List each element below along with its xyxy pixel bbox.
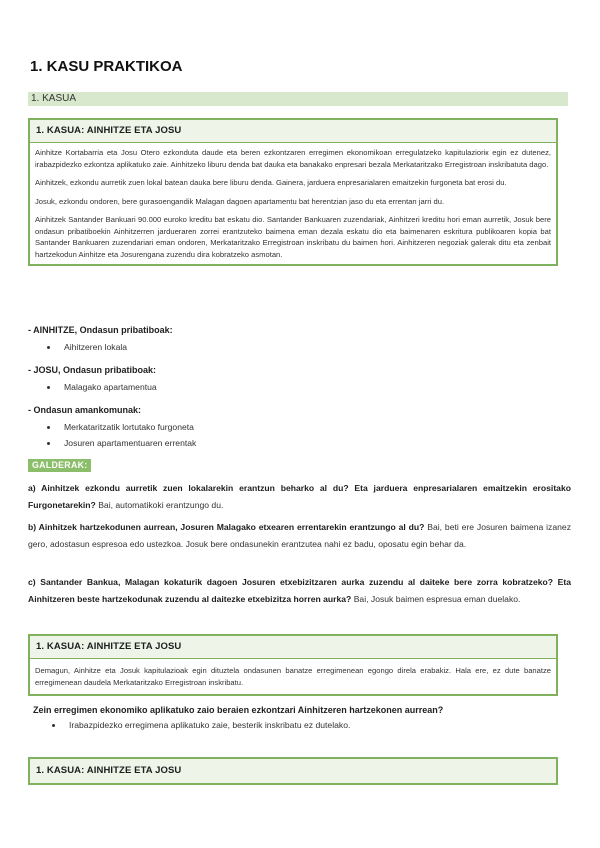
answer-text: Bai, automatikoki erantzungo du. (95, 500, 224, 510)
question-a (28, 480, 571, 514)
case-box-3 (28, 757, 558, 785)
asset-group-common (28, 404, 572, 451)
list-item: Malagako apartamentua (28, 379, 572, 395)
question-2-block (33, 704, 571, 733)
list-item: Josuren apartamentuaren errentak (28, 435, 572, 451)
list-item: Aihitzeren lokala (28, 339, 572, 355)
question-text: a) Ainhitzek ezkondu aurretik zuen lokalarekin erantzun beharko al du? Eta jarduera enpresarialaren emaitzekin erositako Furgonetarekin? (28, 483, 571, 510)
case-paragraph: Ainhitzek, ezkondu aurretik zuen lokal batean dauka bere liburu denda. Gainera, jarduera enpresarialaren emaitzekin furgoneta bat erosi du. (35, 178, 507, 187)
list-item: Irabazpidezko erregimena aplikatuko zaie, besterik inskribatu ez dutelako. (33, 717, 571, 733)
asset-group-ainhitze (28, 324, 572, 355)
questions-badge: GALDERAK: (28, 459, 91, 472)
case-paragraph: Josuk, ezkondu ondoren, bere gurasoengandik Malagan dagoen apartamentu bat herentzian jaso du eta errentan jarri du. (35, 196, 445, 206)
question-text: c) Santander Bankua, Malagan kokaturik dagoen Josuren etxebizitzaren aurka zuzendu al daiteke bere zorra kobratzeko? Eta Ainhitzeren beste hartzekodunak zuzendu al daitezke etxebizitza horren aurka? (28, 577, 571, 604)
case-box-1 (28, 118, 558, 266)
case-box-title: 1. KASUA: AINHITZE ETA JOSU (30, 636, 556, 659)
case-box-body (30, 143, 556, 264)
asset-group-title: - AINHITZE, Ondasun pribatiboak: (28, 325, 173, 335)
case-box-body (30, 659, 556, 694)
section-heading: 1. KASUA (28, 92, 568, 106)
question-c (28, 574, 571, 608)
answer-text: Bai, beti ere Josuren baimena izanez gero, adostasun espresoa edo ustezkoa. Josuk bere ondasunekin erantzutea nahi ez badu, oposatu egin behar da. (28, 522, 571, 549)
asset-group-title: - Ondasun amankomunak: (28, 405, 142, 415)
question-b (28, 519, 571, 553)
asset-group-title: - JOSU, Ondasun pribatiboak: (28, 365, 157, 375)
case-box-title: 1. KASUA: AINHITZE ETA JOSU (30, 759, 556, 783)
list-item: Merkataritzatik lortutako furgoneta (28, 419, 572, 435)
question-2-text: Zein erregimen ekonomiko aplikatuko zaio beraien ezkontzari Ainhitzeren hartzekonen aurrean? (33, 705, 444, 715)
asset-group-josu (28, 364, 572, 395)
case-box-title: 1. KASUA: AINHITZE ETA JOSU (30, 120, 556, 143)
question-text: b) Ainhitzek hartzekodunen aurrean, Josuren Malagako etxearen errentarekin erantzungo al du? (28, 522, 425, 532)
case-box-2 (28, 634, 558, 696)
case-paragraph: Demagun, Ainhitze eta Josuk kapitulazioak egin dituztela ondasunen banatze erregimenean egongo direla erabakiz. Hala ere, ez dute banatze erregimenean daudela Merkataritzako Erregistroan inskribatu. (35, 666, 551, 687)
answer-text: Bai, Josuk baimen espresua eman duelako. (351, 594, 521, 604)
case-paragraph: Ainhitze Kortabarria eta Josu Otero ezkonduta daude eta beren ezkontzaren erregimen ekonomikoan erregulatzeko kapitulazioriк egin ez dutenez, irabazpidezko ezkontza aplikatuko zaie. Ainhitzeko liburu denda bat dauka eta banakako enpresari bezala Merkataritzako Erregistroan inskribatuta dago. (35, 148, 551, 169)
case-paragraph: Ainhitzek Santander Bankuari 90.000 euroko kreditu bat eskatu dio. Santander Bankuaren zuzendariak, Ainhitzeri kreditu hori eman aurretik, Josuk bere ondasun pribatiboekin Ainhitzerren jardueraren zorrei erantzuteko baimena eman dezala eskatu dio eta baimenaren eskritura publikoaren kopia bat Santander Bankuaren zuzendariari eman ondoren, Merkataritzako Erregistroan inskribatu du baimen hori. Ainhitzeren negoziak galerak ditu eta zenbait hartzekodun Ainhitze eta Josurengana zuzendu dira kobratzeko asmotan. (35, 215, 551, 259)
page-title: 1. KASU PRAKTIKOA (30, 58, 183, 75)
